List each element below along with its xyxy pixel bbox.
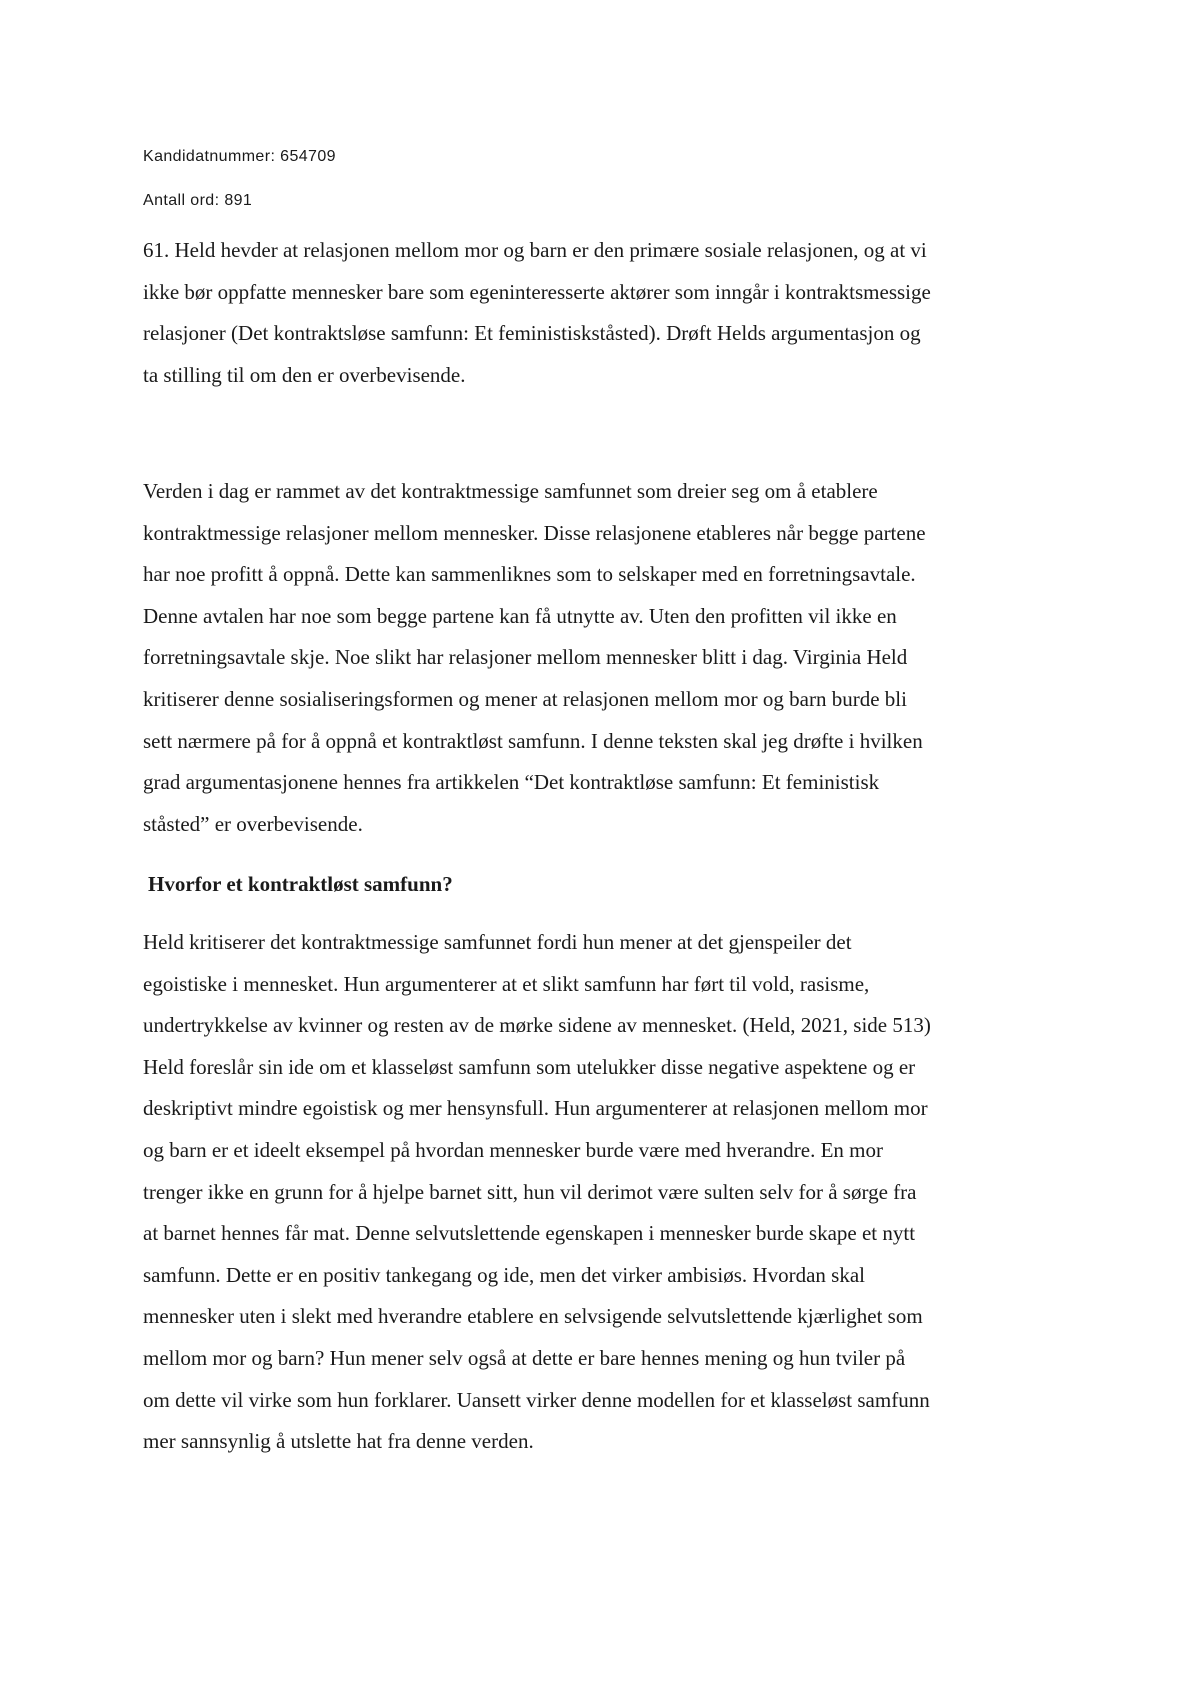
section-line: egoistiske i mennesket. Hun argumenterer at et slikt samfunn har ført til vold, rasisme, [143, 971, 870, 996]
intro-line: forretningsavtale skje. Noe slikt har relasjoner mellom mennesker blitt i dag. Virginia Held [143, 645, 908, 670]
task-line: ikke bør oppfatte mennesker bare som egeninteresserte aktører som inngår i kontraktsmessige [143, 279, 931, 304]
intro-line: kritiserer denne sosialiseringsformen og mener at relasjonen mellom mor og barn burde bli [143, 686, 907, 711]
section-line: mer sannsynlig å utslette hat fra denne verden. [143, 1429, 534, 1454]
section-line: at barnet hennes får mat. Denne selvutslettende egenskapen i mennesker burde skape et nytt [143, 1221, 916, 1246]
intro-line: Denne avtalen har noe som begge partene kan få utnytte av. Uten den profitten vil ikke en [143, 603, 897, 628]
task-line: ta stilling til om den er overbevisende. [143, 362, 466, 387]
task-line: relasjoner (Det kontraktsløse samfunn: Et feministiskståsted). Drøft Helds argumentasjon og [143, 321, 921, 346]
task-line: 61. Held hevder at relasjonen mellom mor og barn er den primære sosiale relasjonen, og at vi [143, 238, 927, 262]
section-line: Held kritiserer det kontraktmessige samfunnet fordi hun mener at det gjenspeiler det [143, 930, 852, 954]
section-line: mellom mor og barn? Hun mener selv også at dette er bare hennes mening og hun tviler på [143, 1345, 906, 1370]
section-line: deskriptivt mindre egoistisk og mer hensynsfull. Hun argumenterer at relasjonen mellom mor [143, 1096, 928, 1121]
intro-line: kontraktmessige relasjoner mellom mennesker. Disse relasjonene etableres når begge partene [143, 520, 926, 545]
section-line: og barn er et ideelt eksempel på hvordan mennesker burde være med hverandre. En mor [143, 1137, 883, 1162]
intro-line: grad argumentasjonene hennes fra artikkelen “Det kontraktløse samfunn: Et feministisk [143, 770, 880, 795]
section-line: undertrykkelse av kvinner og resten av de mørke sidene av mennesket. (Held, 2021, side 513) [143, 1013, 931, 1038]
section-line: om dette vil virke som hun forklarer. Uansett virker denne modellen for et klasseløst samfunn [143, 1387, 930, 1412]
intro-line: Verden i dag er rammet av det kontraktmessige samfunnet som dreier seg om å etablere [143, 479, 878, 503]
candidate-number-line [143, 148, 336, 166]
section-paragraph [143, 922, 1078, 1463]
section-line: mennesker uten i slekt med hverandre etablere en selvsigende selvutslettende kjærlighet som [143, 1304, 923, 1329]
section-line: trenger ikke en grunn for å hjelpe barnet sitt, hun vil derimot være sulten selv for å sørge fra [143, 1179, 917, 1204]
word-count-line [143, 192, 252, 210]
intro-line: ståsted” er overbevisende. [143, 811, 363, 836]
word-count-value: 891 [224, 192, 253, 209]
intro-line: sett nærmere på for å oppnå et kontraktløst samfunn. I denne teksten skal jeg drøfte i hvilken [143, 728, 923, 753]
intro-line: har noe profitt å oppnå. Dette kan sammenliknes som to selskaper med en forretningsavtale. [143, 562, 916, 587]
section-heading: Hvorfor et kontraktløst samfunn? [148, 872, 453, 896]
section-line: Held foreslår sin ide om et klasseløst samfunn som utelukker disse negative aspektene og er [143, 1054, 916, 1079]
task-question [143, 230, 1078, 396]
intro-paragraph [143, 471, 1078, 845]
candidate-number-label: Kandidatnummer: [143, 148, 276, 165]
section-line: samfunn. Dette er en positiv tankegang og ide, men det virker ambisiøs. Hvordan skal [143, 1262, 865, 1287]
candidate-number-value: 654709 [280, 148, 336, 165]
word-count-label: Antall ord: [143, 192, 220, 209]
